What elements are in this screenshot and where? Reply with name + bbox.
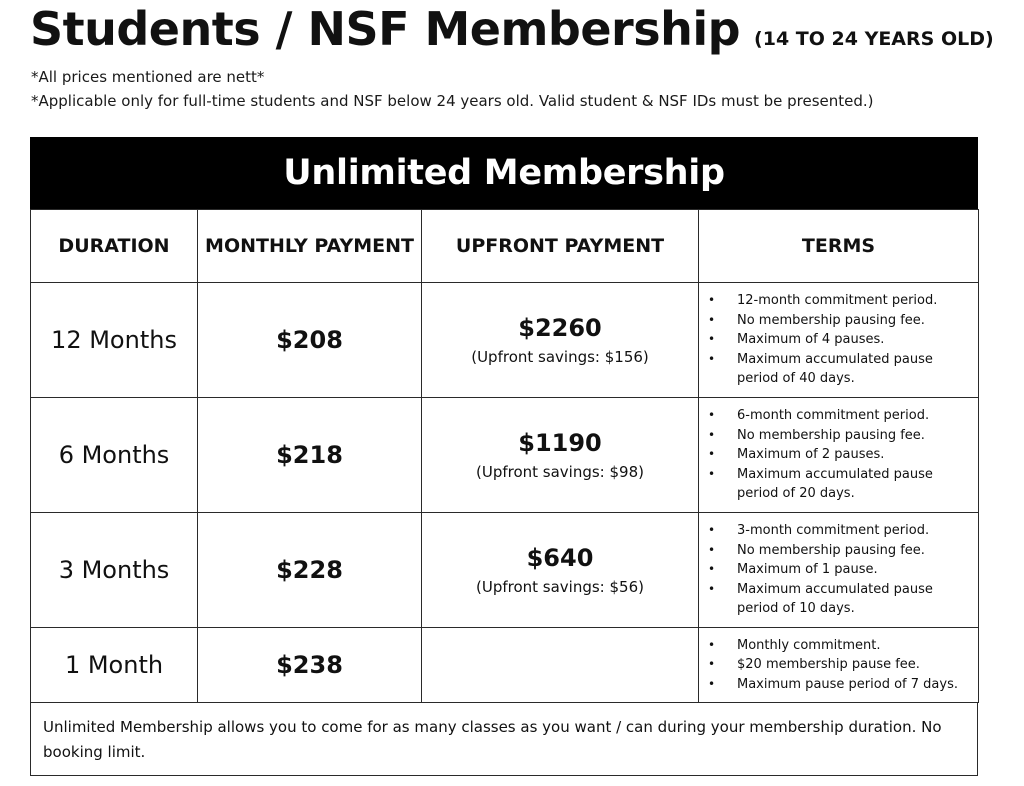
terms-list [699, 291, 978, 389]
table-title-band: Unlimited Membership [30, 137, 978, 209]
upfront-savings: (Upfront savings: $98) [475, 463, 644, 481]
upfront-savings: (Upfront savings: $156) [471, 348, 649, 366]
duration-cell: 1 Month [31, 628, 198, 703]
terms-cell [699, 628, 979, 703]
upfront-price: $1190 [518, 429, 602, 457]
upfront-cell [422, 283, 699, 398]
table-row [31, 513, 979, 628]
term-item: • 12-month commitment period. [737, 291, 978, 311]
table-row [31, 398, 979, 513]
term-item: • Maximum of 2 pauses. [737, 445, 978, 465]
page-title: Students / NSF Membership [30, 2, 741, 56]
term-item: • No membership pausing fee. [737, 426, 978, 446]
upfront-price: $640 [526, 544, 594, 572]
age-range-label: (14 TO 24 YEARS OLD) [754, 28, 994, 50]
term-item: • Maximum of 4 pauses. [737, 330, 978, 350]
term-item: • No membership pausing fee. [737, 541, 978, 561]
header-duration: DURATION [31, 210, 198, 283]
membership-card [30, 137, 978, 776]
membership-footer-note: Unlimited Membership allows you to come for as many classes as you want / can during your membership duration. No booking limit. [30, 703, 978, 776]
upfront-cell-empty [422, 628, 699, 703]
term-item: • $20 membership pause fee. [737, 655, 978, 675]
terms-list [699, 406, 978, 504]
terms-cell [699, 398, 979, 513]
duration-cell: 12 Months [31, 283, 198, 398]
monthly-price-cell: $208 [198, 283, 422, 398]
header-monthly-payment: MONTHLY PAYMENT [198, 210, 422, 283]
table-row [31, 628, 979, 703]
eligibility-note: *Applicable only for full-time students and NSF below 24 years old. Valid student & NSF IDs must be presented.) [31, 92, 874, 110]
header-row [31, 210, 979, 283]
table-row [31, 283, 979, 398]
term-item: • 6-month commitment period. [737, 406, 978, 426]
monthly-price-cell: $238 [198, 628, 422, 703]
terms-cell [699, 513, 979, 628]
term-item: • No membership pausing fee. [737, 311, 978, 331]
duration-cell: 3 Months [31, 513, 198, 628]
term-item: • Maximum accumulated pause period of 20 days. [737, 465, 978, 504]
page-header [30, 2, 994, 56]
term-item: • Monthly commitment. [737, 636, 978, 656]
upfront-cell [422, 398, 699, 513]
header-terms: TERMS [699, 210, 979, 283]
terms-cell [699, 283, 979, 398]
upfront-savings: (Upfront savings: $56) [475, 578, 644, 596]
duration-cell: 6 Months [31, 398, 198, 513]
terms-list [699, 521, 978, 619]
term-item: • Maximum of 1 pause. [737, 560, 978, 580]
term-item: • 3-month commitment period. [737, 521, 978, 541]
upfront-cell [422, 513, 699, 628]
upfront-price: $2260 [518, 314, 602, 342]
monthly-price-cell: $228 [198, 513, 422, 628]
term-item: • Maximum pause period of 7 days. [737, 675, 978, 695]
header-upfront-payment: UPFRONT PAYMENT [422, 210, 699, 283]
term-item: • Maximum accumulated pause period of 40 days. [737, 350, 978, 389]
term-item: • Maximum accumulated pause period of 10 days. [737, 580, 978, 619]
monthly-price-cell: $218 [198, 398, 422, 513]
pricing-table [30, 209, 979, 703]
prices-note: *All prices mentioned are nett* [31, 68, 265, 86]
terms-list [699, 636, 978, 695]
